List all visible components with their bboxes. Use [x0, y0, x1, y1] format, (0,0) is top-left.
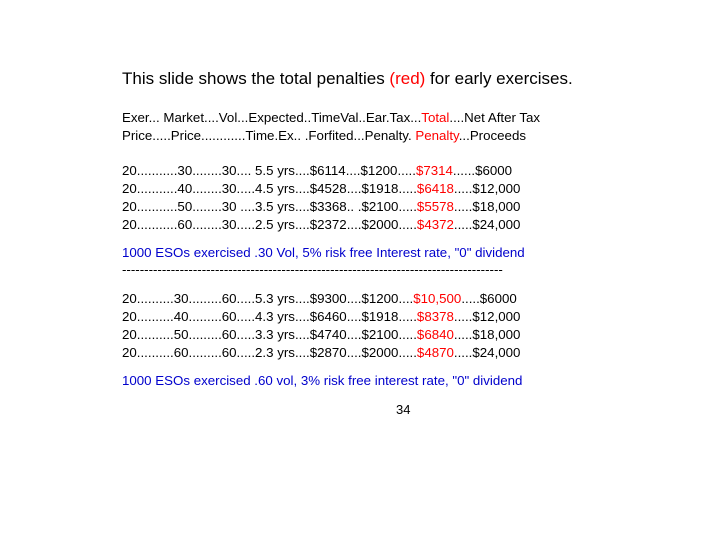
- row-proceeds: .....$18,000: [453, 327, 521, 342]
- table1-note: 1000 ESOs exercised .30 Vol, 5% risk free Interest rate, "0" dividend: [122, 245, 525, 260]
- table2-note: 1000 ESOs exercised .60 vol, 3% risk free interest rate, "0" dividend: [122, 373, 523, 388]
- table1-row: [122, 217, 520, 233]
- row-text: 20..........60.........60.....2.3 yrs....$2870....$2000.....: [122, 345, 417, 360]
- header-line-1-red: Total: [421, 110, 450, 125]
- row-proceeds: .....$12,000: [453, 181, 521, 196]
- header-line-1-end: ....Net After Tax: [449, 110, 541, 125]
- row-penalty: $8378: [416, 309, 454, 324]
- row-text: 20...........50........30 ....3.5 yrs....$3368.. .$2100.....: [122, 199, 417, 214]
- row-penalty: $6418: [416, 181, 454, 196]
- row-proceeds: .....$6000: [461, 291, 517, 306]
- page-number: 34: [396, 402, 411, 417]
- row-text: 20...........30........30.... 5.5 yrs....$6114....$1200.....: [122, 163, 416, 178]
- header-line-2-red: Penalty: [415, 128, 459, 143]
- row-proceeds: .....$24,000: [453, 217, 521, 232]
- table2-row: [122, 345, 520, 361]
- row-text: 20..........50.........60.....3.3 yrs....$4740....$2100.....: [122, 327, 417, 342]
- row-proceeds: .....$24,000: [453, 345, 521, 360]
- table2-row: [122, 291, 517, 307]
- table1-row: [122, 199, 520, 215]
- header-line-2-text: Price.....Price............Time.Ex.. .Forfited...Penalty.: [122, 128, 416, 143]
- header-line-2: [122, 128, 526, 144]
- title-text: This slide shows the total penalties: [122, 69, 390, 88]
- slide-title: [122, 69, 573, 89]
- header-line-1: [122, 110, 540, 126]
- title-red-text: (red): [389, 69, 426, 88]
- row-text: 20...........60........30.....2.5 yrs....$2372....$2000.....: [122, 217, 417, 232]
- header-line-2-end: ...Proceeds: [458, 128, 526, 143]
- table1-row: [122, 163, 512, 179]
- title-text-end: for early exercises.: [425, 69, 573, 88]
- row-penalty: $7314: [415, 163, 453, 178]
- row-proceeds: .....$18,000: [453, 199, 521, 214]
- row-text: 20...........40........30.....4.5 yrs....$4528....$1918.....: [122, 181, 417, 196]
- row-proceeds: ......$6000: [452, 163, 513, 178]
- row-penalty: $5578: [416, 199, 454, 214]
- table1-row: [122, 181, 520, 197]
- row-penalty: $6840: [416, 327, 454, 342]
- header-line-1-text: Exer... Market....Vol...Expected..TimeVal..Ear.Tax...: [122, 110, 422, 125]
- row-text: 20..........30.........60.....5.3 yrs....$9300....$1200....: [122, 291, 414, 306]
- table2-row: [122, 309, 520, 325]
- row-penalty: $10,500: [413, 291, 462, 306]
- row-penalty: $4372: [416, 217, 454, 232]
- row-text: 20..........40.........60.....4.3 yrs....$6460....$1918.....: [122, 309, 417, 324]
- row-proceeds: .....$12,000: [453, 309, 521, 324]
- separator-line: --------------------------------------------------------------------------------------: [122, 262, 503, 277]
- table2-row: [122, 327, 520, 343]
- row-penalty: $4870: [416, 345, 454, 360]
